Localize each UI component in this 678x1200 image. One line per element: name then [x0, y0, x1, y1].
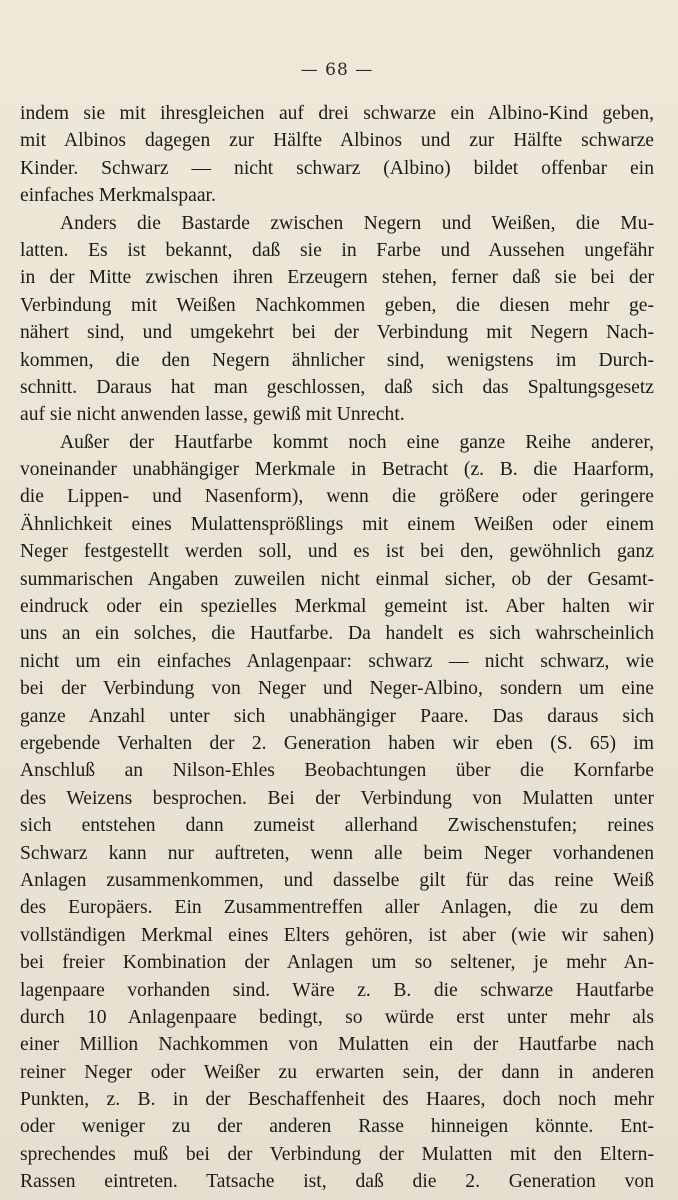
text-line: summarischen Angaben zuweilen nicht einmal sicher, ob der Gesamt-: [20, 568, 654, 590]
text-line: Punkten, z. B. in der Beschaffenheit des Haares, doch noch mehr: [20, 1089, 654, 1111]
text-line: indem sie mit ihresgleichen auf drei schwarze ein Albino-Kind geben,: [20, 103, 654, 124]
text-line: Rassen eintreten. Tatsache ist, daß die 2. Generation von: [20, 1171, 654, 1193]
text-line: einer Million Nachkommen von Mulatten ein der Hautfarbe nach: [20, 1034, 654, 1056]
text-line: voneinander unabhängiger Merkmale in Betracht (z. B. die Haarform,: [20, 459, 654, 481]
text-line: mit Albinos dagegen zur Hälfte Albinos und zur Hälfte schwarze: [20, 130, 654, 152]
text-line: Ähnlichkeit eines Mulattensprößlings mit einem Weißen oder einem: [20, 513, 654, 535]
text-line: durch 10 Anlagenpaare bedingt, so würde erst unter mehr als: [20, 1006, 654, 1028]
text-line: latten. Es ist bekannt, daß sie in Farbe und Aussehen ungefähr: [20, 239, 654, 261]
text-line: uns an ein solches, die Hautfarbe. Da handelt es sich wahrscheinlich: [20, 623, 654, 645]
text-line: ganze Anzahl unter sich unabhängiger Paare. Das daraus sich: [20, 705, 654, 727]
text-line: bei der Verbindung von Neger und Neger-Albino, sondern um eine: [20, 678, 654, 700]
text-line: Kinder. Schwarz — nicht schwarz (Albino) bildet offenbar ein: [20, 157, 654, 179]
text-line: reiner Neger oder Weißer zu erwarten sein, der dann in anderen: [20, 1061, 654, 1083]
page-number: — 68 —: [300, 60, 374, 80]
text-line: Anlagen zusammenkommen, und dasselbe gilt für das reine Weiß: [20, 869, 654, 891]
text-line: Anschluß an Nilson-Ehles Beobachtungen über die Kornfarbe: [20, 760, 654, 782]
paragraph: [20, 100, 654, 210]
text-line: in der Mitte zwischen ihren Erzeugern stehen, ferner daß sie bei der: [20, 267, 654, 289]
text-line: bei freier Kombination der Anlagen um so seltener, je mehr An-: [20, 952, 654, 974]
text-line: des Europäers. Ein Zusammentreffen aller Anlagen, die zu dem: [20, 897, 654, 919]
text-line: sprechendes muß bei der Verbindung der Mulatten mit den Eltern-: [20, 1143, 654, 1165]
text-line: einfaches Merkmalspaar.: [20, 185, 216, 207]
text-line: Anders die Bastarde zwischen Negern und Weißen, die Mu-: [60, 212, 654, 234]
text-line: Schwarz kann nur auftreten, wenn alle beim Neger vorhandenen: [20, 842, 654, 864]
text-line: oder weniger zu der anderen Rasse hinneigen könnte. Ent-: [20, 1116, 654, 1138]
body-text: [20, 100, 654, 1196]
text-line: vollständigen Merkmal eines Elters gehören, ist aber (wie wir sahen): [20, 924, 654, 946]
text-line: nähert sind, und umgekehrt bei der Verbindung mit Negern Nach-: [20, 322, 654, 344]
text-line: kommen, die den Negern ähnlicher sind, wenigstens im Durch-: [20, 349, 654, 371]
text-line: schnitt. Daraus hat man geschlossen, daß sich das Spaltungsgesetz: [20, 376, 654, 398]
text-line: sich entstehen dann zumeist allerhand Zwischenstufen; reines: [20, 815, 654, 837]
text-line: ergebende Verhalten der 2. Generation haben wir eben (S. 65) im: [20, 732, 654, 754]
text-line: des Weizens besprochen. Bei der Verbindung von Mulatten unter: [20, 787, 654, 809]
paragraph: [20, 429, 654, 1196]
text-line: eindruck oder ein spezielles Merkmal gemeint ist. Aber halten wir: [20, 596, 654, 618]
text-line: Außer der Hautfarbe kommt noch eine ganze Reihe anderer,: [60, 431, 654, 453]
text-line: nicht um ein einfaches Anlagenpaar: schwarz — nicht schwarz, wie: [20, 650, 654, 672]
text-line: die Lippen- und Nasenform), wenn die größere oder geringere: [20, 486, 654, 508]
text-line: lagenpaare vorhanden sind. Wäre z. B. die schwarze Hautfarbe: [20, 979, 654, 1001]
paragraph: [20, 210, 654, 429]
text-line: auf sie nicht anwenden lasse, gewiß mit Unrecht.: [20, 404, 405, 426]
text-line: Verbindung mit Weißen Nachkommen geben, die diesen mehr ge-: [20, 294, 654, 316]
text-line: Neger festgestellt werden soll, und es ist bei den, gewöhnlich ganz: [20, 541, 654, 563]
